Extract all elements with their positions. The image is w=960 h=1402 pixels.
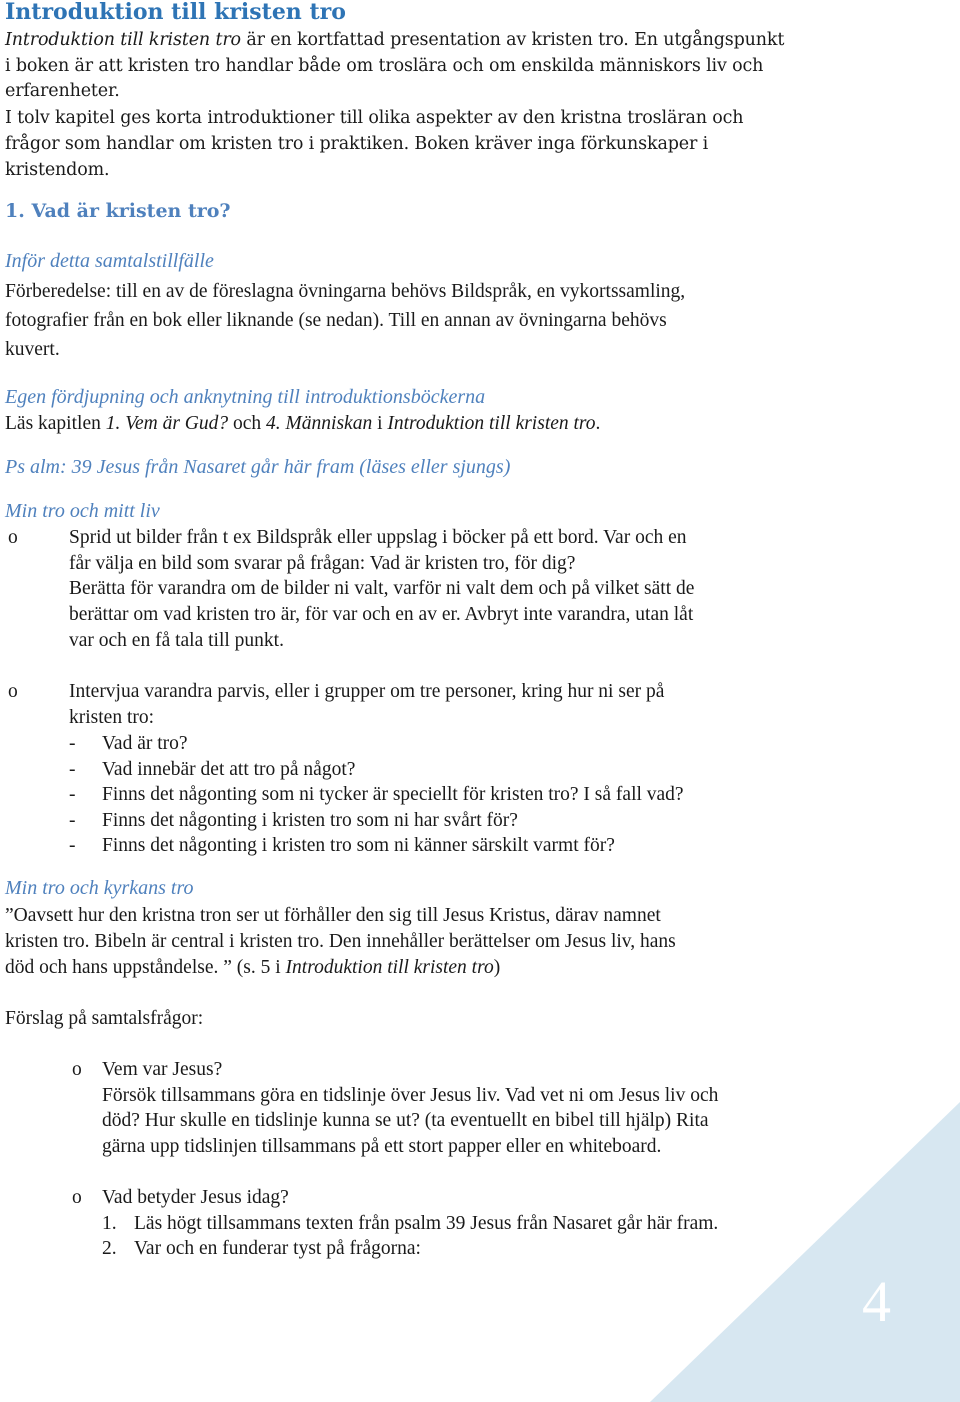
dash-marker: - — [69, 835, 76, 856]
exercise-line: berättar om vad kristen tro är, för var och en av er. Avbryt inte varandra, utan låt — [69, 604, 694, 625]
list-number: 1. — [102, 1213, 117, 1234]
intro-line: frågor som handlar om kristen tro i praktiken. Boken kräver inga förkunskaper i — [5, 134, 709, 154]
prep-line: Förberedelse: till en av de föreslagna övningarna behövs Bildspråk, en vykortssamling, — [5, 281, 686, 302]
intro-line: kristendom. — [5, 160, 110, 180]
interview-question: Vad innebär det att tro på något? — [102, 759, 356, 780]
intro-line: erfarenheter. — [5, 81, 120, 101]
exercise-line: Sprid ut bilder från t ex Bildspråk eller uppslag i böcker på ett bord. Var och en — [69, 527, 687, 548]
dash-marker: - — [69, 733, 76, 754]
exercise-line: kristen tro: — [69, 707, 155, 728]
chapter-heading: 1. Vad är kristen tro? — [5, 200, 231, 222]
exercise-line: Berätta för varandra om de bilder ni valt, varför ni valt dem och på vilket sätt de — [69, 578, 695, 599]
question-line: gärna upp tidslinjen tillsammans på ett stort papper eller en whiteboard. — [102, 1136, 662, 1157]
life-heading: Min tro och mitt liv — [5, 500, 160, 522]
bullet-marker: o — [72, 1187, 82, 1208]
suggestions-label: Förslag på samtalsfrågor: — [5, 1008, 204, 1029]
dash-marker: - — [69, 759, 76, 780]
deep-heading: Egen fördjupning och anknytning till introduktionsböckerna — [5, 386, 486, 408]
quote-line: död och hans uppståndelse. ” (s. 5 i Introduktion till kristen tro) — [5, 957, 501, 978]
dash-marker: - — [69, 810, 76, 831]
question-line: Försök tillsammans göra en tidslinje över Jesus liv. Vad vet ni om Jesus liv och — [102, 1085, 719, 1106]
intro-line: i boken är att kristen tro handlar både om troslära och om enskilda människors liv och — [5, 56, 764, 76]
exercise-line: var och en få tala till punkt. — [69, 630, 284, 651]
question-title: Vad betyder Jesus idag? — [102, 1187, 289, 1208]
interview-question: Finns det någonting i kristen tro som ni har svårt för? — [102, 810, 518, 831]
exercise-line: Intervjua varandra parvis, eller i grupper om tre personer, kring hur ni ser på — [69, 681, 665, 702]
dash-marker: - — [69, 784, 76, 805]
document-title: Introduktion till kristen tro — [5, 0, 346, 25]
bullet-marker: o — [72, 1059, 82, 1080]
page-corner-decoration — [650, 1102, 960, 1402]
book-title: Introduktion till kristen tro — [5, 30, 241, 50]
question-title: Vem var Jesus? — [102, 1059, 223, 1080]
page-number: 4 — [862, 1269, 891, 1334]
list-item: Läs högt tillsammans texten från psalm 39 Jesus från Nasaret går här fram. — [134, 1213, 719, 1234]
intro-line: Introduktion till kristen tro är en kortfattad presentation av kristen tro. En utgångspunkt — [5, 30, 785, 50]
bullet-marker: o — [8, 681, 18, 702]
prep-line: kuvert. — [5, 339, 60, 360]
question-line: död? Hur skulle en tidslinje kunna se ut? (ta eventuellt en bibel till hjälp) Rita — [102, 1110, 709, 1131]
list-item: Var och en funderar tyst på frågorna: — [134, 1238, 421, 1259]
bullet-marker: o — [8, 527, 18, 548]
interview-question: Finns det någonting som ni tycker är speciellt för kristen tro? I så fall vad? — [102, 784, 684, 805]
deep-line: Läs kapitlen 1. Vem är Gud? och 4. Människan i Introduktion till kristen tro. — [5, 413, 601, 434]
list-number: 2. — [102, 1238, 117, 1259]
church-heading: Min tro och kyrkans tro — [5, 877, 194, 899]
intro-line: I tolv kapitel ges korta introduktioner till olika aspekter av den kristna trosläran och — [5, 108, 744, 128]
exercise-line: får välja en bild som svarar på frågan: Vad är kristen tro, för dig? — [69, 553, 576, 574]
psalm-heading: Ps alm: 39 Jesus från Nasaret går här fram (läses eller sjungs) — [5, 456, 511, 478]
quote-line: kristen tro. Bibeln är central i kristen tro. Den innehåller berättelser om Jesus liv, hans — [5, 931, 676, 952]
quote-line: ”Oavsett hur den kristna tron ser ut förhåller den sig till Jesus Kristus, därav namnet — [5, 905, 661, 926]
prep-heading: Inför detta samtalstillfälle — [5, 250, 214, 272]
prep-line: fotografier från en bok eller liknande (se nedan). Till en annan av övningarna behövs — [5, 310, 667, 331]
interview-question: Vad är tro? — [102, 733, 188, 754]
interview-question: Finns det någonting i kristen tro som ni känner särskilt varmt för? — [102, 835, 615, 856]
